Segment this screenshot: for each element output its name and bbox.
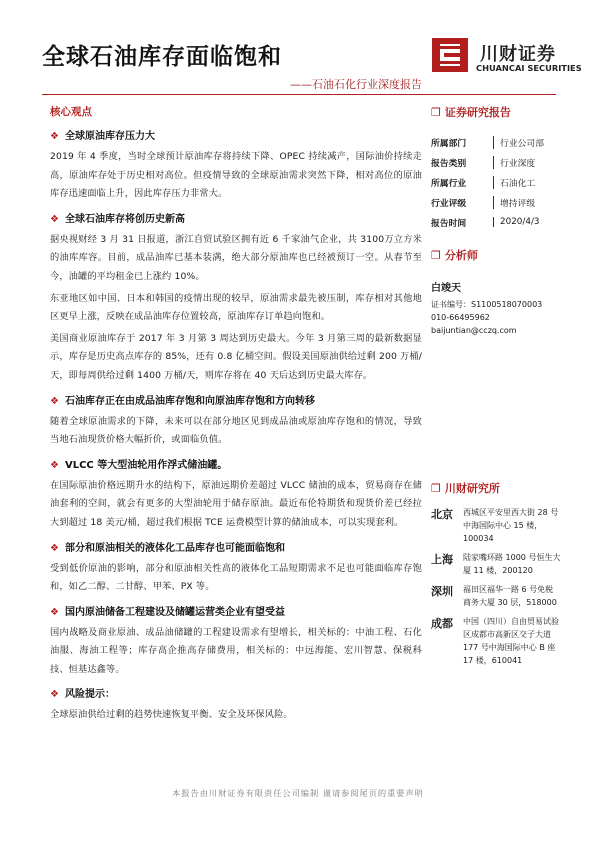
office-city: 上海 xyxy=(431,553,453,566)
section-paragraph: 2019 年 4 季度，当时全球预计原油库存将持续下降、OPEC 持续减产，国际油价持续走高，原油库存处于历史相对高位。但疫情导致的全球原油需求突然下降，相对高位的原油库存迅速面临上升，因此库存压力非常大。 xyxy=(50,151,422,200)
report-info-panel xyxy=(431,104,561,232)
info-value: 行业公司部 xyxy=(493,136,544,149)
core-viewpoints xyxy=(50,104,422,728)
diamond-bullet-icon: ❖ xyxy=(50,459,59,471)
office-city: 成都 xyxy=(431,617,453,630)
info-value: 2020/4/3 xyxy=(493,217,540,227)
section-paragraph: 随着全球原油需求的下降，未来可以在部分地区见到成品油或原油库存饱和的情况，导致当地石油现货价格大幅折价，或面临负值。 xyxy=(50,415,422,446)
section-heading: ❖ 石油库存正在由成品油库存饱和向原油库存饱和方向转移 xyxy=(50,395,315,407)
person-icon: ❐ xyxy=(431,249,441,262)
building-icon: ❐ xyxy=(431,482,441,495)
diamond-bullet-icon: ❖ xyxy=(50,213,59,225)
section-paragraph: 美国商业原油库存于 2017 年 3 月第 3 周达到历史最大。今年 3 月第三周的最新数据显示，库存是历史高点库存的 85%，还有 0.8 亿桶空间。假设美国原油供给过剩 200 万桶/天，即每周供给过剩 1400 万桶/天，则库存将在 40 天后达到历史最大库存。 xyxy=(50,332,422,381)
info-key: 报告类别 xyxy=(431,158,467,169)
institute-panel xyxy=(431,480,561,673)
report-info-row xyxy=(431,192,561,212)
section-paragraph: 东亚地区如中国、日本和韩国的疫情出现的较早，原油需求最先被压制，库存相对其他地区更早上涨，反映在成品油库存位置较高，原油库存订单趋向饱和。 xyxy=(50,292,422,323)
info-key: 所属行业 xyxy=(431,178,467,189)
section-heading: ❖ 风险提示： xyxy=(50,689,115,701)
office-city: 北京 xyxy=(431,508,453,521)
office-entry xyxy=(431,583,561,609)
section-heading: ❖ 全球石油库存将创历史新高 xyxy=(50,213,185,225)
diamond-bullet-icon: ❖ xyxy=(50,606,59,618)
section-heading: ❖ VLCC 等大型油轮用作浮式储油罐。 xyxy=(50,459,228,471)
office-address: 西城区平安里西大街 28 号中海国际中心 15 楼，100034 xyxy=(463,508,559,543)
office-entry xyxy=(431,506,561,545)
office-address: 福田区福华一路 6 号免税商务大厦 30 层，518000 xyxy=(463,585,557,607)
report-info-row xyxy=(431,172,561,192)
analyst-license: 证书编号：S1100518070003 xyxy=(431,300,543,309)
analyst-phone: 010-66495962 xyxy=(431,313,490,322)
core-viewpoints-heading: 核心观点 xyxy=(50,106,92,118)
office-address: 中国（四川）自由贸易试验区成都市高新区交子大道 177 号中海国际中心 B 座 17 楼，610041 xyxy=(463,617,559,665)
info-key: 行业评级 xyxy=(431,198,467,209)
section-heading: ❖ 全球原油库存压力大 xyxy=(50,131,155,142)
report-title: 全球石油库存面临饱和 xyxy=(42,44,282,70)
info-value: 增持评级 xyxy=(493,196,535,209)
diamond-bullet-icon: ❖ xyxy=(50,395,59,407)
info-value: 石油化工 xyxy=(493,176,535,189)
analyst-name: 白竣天 xyxy=(431,283,461,294)
logo-english-text: CHUANCAI SECURITIES xyxy=(476,63,582,73)
section-paragraph: 全球原油供给过剩的趋势快速恢复平衡、安全及环保风险。 xyxy=(50,709,293,721)
report-info-row xyxy=(431,132,561,152)
section-heading: ❖ 部分和原油相关的液体化工品库存也可能面临饱和 xyxy=(50,542,285,554)
info-key: 所属部门 xyxy=(431,138,467,149)
office-entry xyxy=(431,615,561,667)
diamond-bullet-icon: ❖ xyxy=(50,131,59,142)
logo-chinese-text: 川财证券 xyxy=(480,44,556,65)
info-key: 报告时间 xyxy=(431,218,467,229)
section-heading: ❖ 国内原油储备工程建设及储罐运营类企业有望受益 xyxy=(50,606,285,618)
office-entry xyxy=(431,551,561,577)
header-divider xyxy=(42,94,556,95)
footer-disclaimer: 本报告由川财证券有限责任公司编制 谨请参阅尾页的重要声明 xyxy=(172,788,424,798)
section-paragraph: 据央视财经 3 月 31 日报道，浙江自贸试验区拥有近 6 千家油气企业，共 3100万立方米的油库库容。目前，成品油库已基本装满，绝大部分原油库也已经被预订一空。从春节至今，油罐的平均租金已上涨约 10%。 xyxy=(50,233,422,282)
analyst-panel xyxy=(431,247,561,337)
info-value: 行业深度 xyxy=(493,156,535,169)
institute-heading: ❐ 川财研究所 xyxy=(431,482,500,495)
analyst-email: baijuntian@cczq.com xyxy=(431,326,517,335)
report-subtitle: ——石油石化行业深度报告 xyxy=(290,78,422,91)
office-city: 深圳 xyxy=(431,585,453,598)
report-info-row xyxy=(431,212,561,232)
diamond-bullet-icon: ❖ xyxy=(50,689,59,701)
office-address: 陆家嘴环路 1000 号恒生大厦 11 楼，200120 xyxy=(463,553,561,575)
section-paragraph: 在国际原油价格远期升水的结构下，原油远期价差超过 VLCC 储油的成本，贸易商存在储油套利的空间，就会有更多的大型油轮用于储存原油。最近布伦特期货和现货价差已经拉大到超过 18 美元/桶，超过我们根据 TCE 运费模型计算的储油成本，可以实现套利。 xyxy=(50,479,422,528)
document-icon: ❐ xyxy=(431,106,441,119)
analyst-heading: ❐ 分析师 xyxy=(431,249,478,262)
section-paragraph: 受到低价原油的影响，部分和原油相关性高的液体化工品短期需求不足也可能面临库存饱和，如乙二醇、二甘醇、甲苯、PX 等。 xyxy=(50,562,422,593)
report-info-heading: ❐ 证券研究报告 xyxy=(431,106,511,119)
section-paragraph: 国内战略及商业原油、成品油储罐的工程建设需求有望增长，相关标的：中油工程、石化油服、海油工程等；库存高企推高存储费用，相关标的：中远海能、宏川智慧、保税科技、恒基达鑫等。 xyxy=(50,626,422,675)
chuancai-logo-icon xyxy=(432,38,468,72)
report-info-row xyxy=(431,152,561,172)
diamond-bullet-icon: ❖ xyxy=(50,542,59,554)
